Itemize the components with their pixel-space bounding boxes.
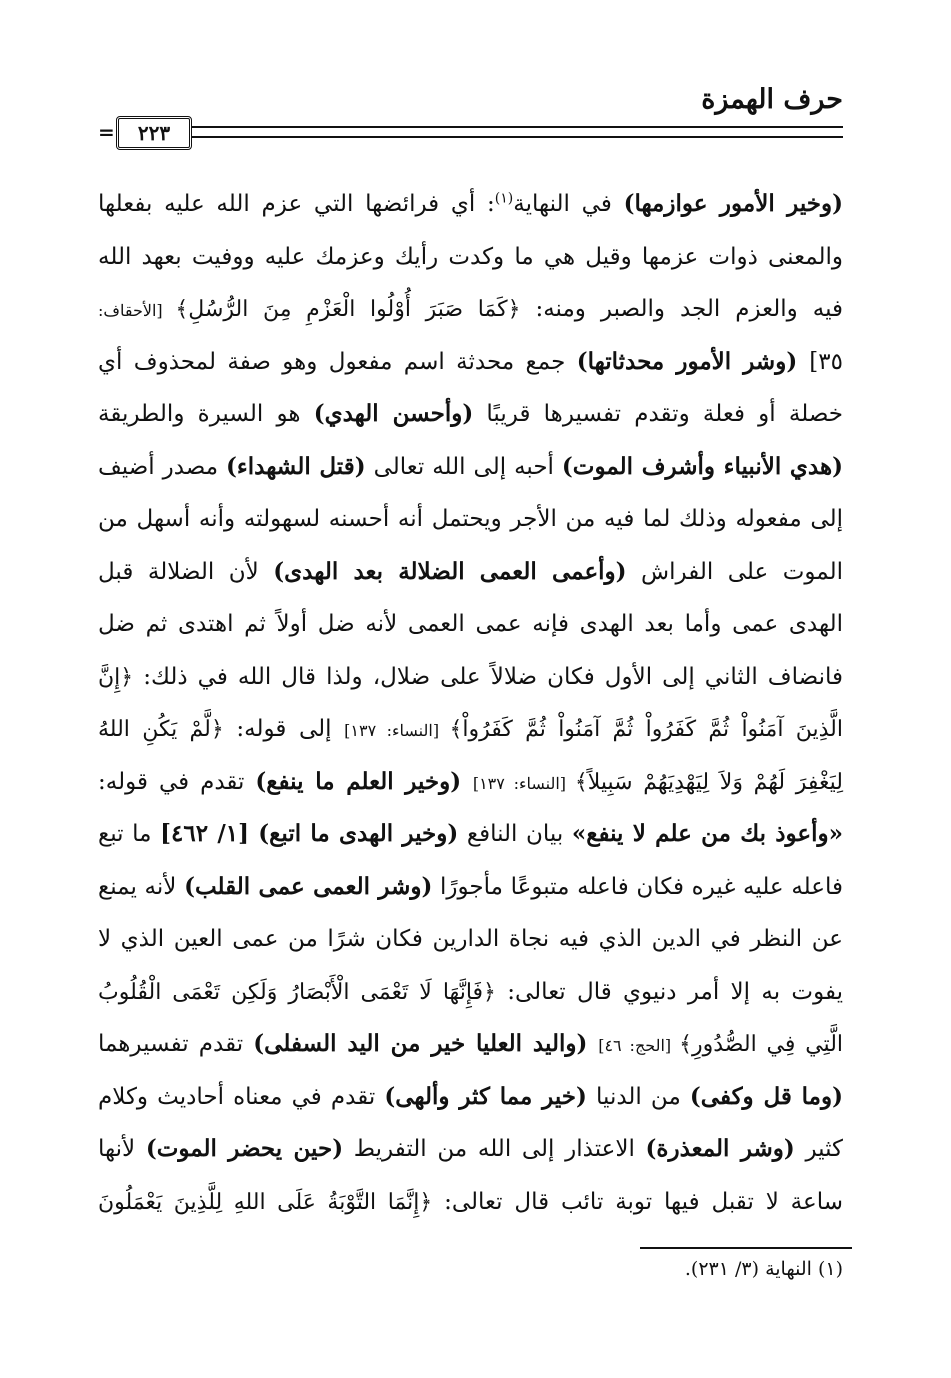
text-line: إلى مفعوله وذلك لما فيه من الأجر ويحتمل أنه أحسنه لسهولته وأنه أسهل من [98, 506, 843, 532]
page-header-title: حرف الهمزة [701, 84, 843, 115]
text-line: ساعة لا تقبل فيها توبة تائب قال تعالى: ﴿إِنَّمَا التَّوْبَةُ عَلَى اللهِ لِلَّذِينَ يَعْمَلُونَ [98, 1188, 843, 1215]
text-line: (وخير الأمور عوازمها) في النهاية$^{(١)}$: أي فرائضها التي عزم الله عليه بفعلها [98, 190, 843, 217]
footnote-ref[interactable]: (١) [494, 190, 514, 207]
text-line: (وما قل وكفى) من الدنيا (خير مما كثر وألهى) تقدم في معناه أحاديث وكلام [98, 1082, 843, 1110]
body-text [98, 178, 843, 1228]
text-line: الهدى عمى وأما بعد الهدى فإنه عمى العمى لأنه ضل أولاً ثم اهتدى ثم ضل [98, 611, 843, 637]
text-line: والمعنى ذوات عزمها وقيل هي ما وكدت رأيك وعزمك عليه ووفيت بعهد الله [98, 243, 843, 270]
quran-verse: الَّذِينَ آمَنُواْ ثُمَّ كَفَرُواْ ثُمَّ آمَنُواْ ثُمَّ كَفَرُواْ﴾ [449, 717, 843, 742]
quran-verse: ﴿كَمَا صَبَرَ أُوْلُوا الْعَزْمِ مِنَ الرُّسُلِ﴾ [175, 297, 521, 322]
text-line: لِيَغْفِرَ لَهُمْ وَلاَ لِيَهْدِيَهُمْ سَبِيلاً﴾ [النساء: ١٣٧] (وخير العلم ما ينفع) تقدم في قوله: [98, 767, 844, 795]
footnote-separator [640, 1247, 852, 1249]
text-line: ٣٥] (وشر الأمور محدثاتها) جمع محدثة اسم مفعول وهو صفة لمحذوف أي [98, 347, 843, 375]
text-line: (هدي الأنبياء وأشرف الموت) أحبه إلى الله تعالى (قتل الشهداء) مصدر أضيف [98, 452, 844, 480]
text-line: كثير (وشر المعذرة) الاعتذار إلى الله من التفريط (حين يحضر الموت) لأنها [98, 1135, 843, 1162]
footnote: (١) النهاية (٣/ ٢٣١). [684, 1258, 843, 1280]
text-line: فانضاف الثاني إلى الأول فكان ضلالاً على ضلال، ولذا قال الله في ذلك: ﴿إِنَّ [98, 663, 843, 690]
text-line: «وأعوذ بك من علم لا ينفع» بيان النافع (وخير الهدى ما اتبع) [١/ ٤٦٢] ما تبع [98, 820, 843, 847]
text-line: الَّتِي فِي الصُّدُورِ﴾ [الحج: ٤٦] (واليد العليا خير من اليد السفلى) تقدم تفسيرهما [98, 1030, 844, 1057]
quran-verse: ﴿فَإِنَّهَا لَا تَعْمَى الْأَبْصَارُ وَلَكِن تَعْمَى الْقُلُوبُ [98, 979, 496, 1005]
text-line: الموت على الفراش (وأعمى العمى الضلالة بعد الهدى) لأن الضلالة قبل [98, 557, 843, 585]
page-number: ٢٢٣ [116, 116, 192, 150]
text-line: الَّذِينَ آمَنُواْ ثُمَّ كَفَرُواْ ثُمَّ آمَنُواْ ثُمَّ كَفَرُواْ﴾ [النساء: ١٣٧] إلى قوله: ﴿لَّمْ يَكُنِ اللهُ [98, 716, 843, 742]
quran-verse: الَّتِي فِي الصُّدُورِ﴾ [679, 1032, 844, 1057]
quran-verse: ﴿إِنَّ [98, 664, 134, 690]
header-equals-mark: = [98, 120, 115, 144]
header-rule-bottom [192, 136, 843, 138]
text-line: عن النظر في الدين الذي فيه نجاة الدارين فكان شرًا من عمى العين الذي لا [98, 926, 843, 952]
text-line: فيه والعزم الجد والصبر ومنه: ﴿كَمَا صَبَرَ أُوْلُوا الْعَزْمِ مِنَ الرُّسُلِ﴾ [الأحقاف: [98, 296, 844, 322]
text-line: فاعله عليه غيره فكان فاعله متبوعًا مأجورًا (وشر العمى عمى القلب) لأنه يمنع [98, 872, 843, 900]
text-line: خصلة أو فعلة وتقدم تفسيرها قريبًا (وأحسن الهدي) هو السيرة والطريقة [98, 400, 843, 427]
quran-verse: ﴿إِنَّمَا التَّوْبَةُ عَلَى اللهِ لِلَّذِينَ يَعْمَلُونَ [98, 1189, 433, 1215]
text-line: يفوت به إلا أمر دنيوي قال تعالى: ﴿فَإِنَّهَا لَا تَعْمَى الْأَبْصَارُ وَلَكِن تَعْمَى الْقُلُوبُ [98, 978, 843, 1005]
header-rule-top [192, 126, 843, 128]
quran-verse: ﴿لَّمْ يَكُنِ اللهُ [98, 717, 224, 742]
quran-verse: لِيَغْفِرَ لَهُمْ وَلاَ لِيَهْدِيَهُمْ سَبِيلاً﴾ [574, 769, 844, 795]
